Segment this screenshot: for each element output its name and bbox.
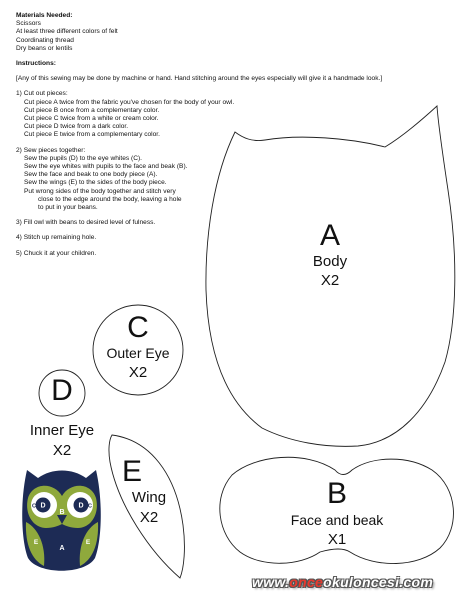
piece-b-letter: B bbox=[326, 477, 347, 510]
piece-e-label bbox=[114, 456, 184, 528]
owl-label-eye-right-c: C bbox=[88, 503, 92, 510]
owl-label-beak: B bbox=[59, 509, 65, 516]
step-line: Cut piece E twice from a complementary color. bbox=[24, 131, 160, 139]
step-line: Cut piece D twice from a dark color. bbox=[24, 123, 129, 131]
step-line: Sew the eye whites with pupils to the face and beak (B). bbox=[24, 163, 188, 171]
piece-d-letter-wrap bbox=[42, 374, 82, 408]
piece-e-count: X2 bbox=[139, 509, 159, 526]
piece-e-name: Wing bbox=[131, 489, 167, 506]
step-1-title: 1) Cut out pieces: bbox=[16, 90, 68, 98]
piece-a-label bbox=[290, 220, 370, 290]
piece-a-name: Body bbox=[312, 253, 348, 270]
piece-c-label bbox=[94, 312, 182, 382]
step-line: to put in your beans. bbox=[38, 204, 98, 212]
watermark-highlight: once bbox=[289, 574, 324, 590]
step-line: Sew the wings (E) to the sides of the body piece. bbox=[24, 179, 167, 187]
step-line: Cut piece A twice from the fabric you've chosen for the body of your owl. bbox=[24, 98, 235, 106]
material-item: At least three different colors of felt bbox=[16, 28, 118, 36]
step-2-title: 2) Sew pieces together: bbox=[16, 146, 86, 154]
material-item: Scissors bbox=[16, 20, 41, 28]
piece-a-count: X2 bbox=[320, 272, 340, 289]
owl-label-wing-left: E bbox=[33, 539, 39, 546]
step-line: Cut piece C twice from a white or cream color. bbox=[24, 115, 159, 123]
owl-label-body: A bbox=[59, 545, 65, 552]
piece-c-count: X2 bbox=[128, 364, 148, 381]
piece-e-letter: E bbox=[122, 455, 143, 488]
piece-d-name: Inner Eye bbox=[29, 422, 95, 439]
materials-heading: Materials Needed: bbox=[16, 12, 73, 19]
step-line: Put wrong sides of the body together and stitch very bbox=[24, 187, 176, 195]
step-line: Sew the pupils (D) to the eye whites (C). bbox=[24, 154, 143, 162]
material-item: Dry beans or lentils bbox=[16, 44, 73, 52]
instructions-intro: [Any of this sewing may be done by machine or hand. Hand stitching around the eyes especially will give it a handmade look.] bbox=[16, 75, 383, 83]
owl-label-wing-right: E bbox=[85, 539, 91, 546]
watermark-prefix: www. bbox=[252, 574, 290, 590]
material-item: Coordinating thread bbox=[16, 36, 74, 44]
piece-b-name: Face and beak bbox=[290, 512, 384, 528]
owl-label-eye-right: D bbox=[78, 502, 84, 510]
owl-label-eye-left: D bbox=[40, 502, 46, 510]
watermark-suffix: okuloncesi.com bbox=[323, 574, 434, 590]
piece-b-label bbox=[262, 478, 412, 549]
step-3: 3) Fill owl with beans to desired level of fulness. bbox=[16, 219, 156, 227]
piece-a-letter: A bbox=[319, 219, 340, 252]
owl-label-eye-left-c: C bbox=[32, 503, 36, 510]
step-line: close to the edge around the body, leaving a hole bbox=[38, 195, 182, 203]
instructions-heading: Instructions: bbox=[16, 60, 56, 68]
piece-d-count: X2 bbox=[52, 442, 72, 459]
piece-d-label bbox=[14, 421, 110, 461]
watermark bbox=[252, 574, 433, 590]
piece-c-letter: C bbox=[127, 311, 149, 344]
step-4: 4) Stitch up remaining hole. bbox=[16, 234, 97, 242]
owl-illustration bbox=[22, 470, 101, 571]
piece-c-name: Outer Eye bbox=[106, 345, 170, 361]
piece-b-count: X1 bbox=[327, 531, 347, 548]
piece-d-letter: D bbox=[51, 374, 73, 407]
step-5: 5) Chuck it at your children. bbox=[16, 249, 97, 257]
step-line: Sew the face and beak to one body piece (A). bbox=[24, 171, 158, 179]
step-line: Cut piece B once from a complementary color. bbox=[24, 106, 160, 114]
